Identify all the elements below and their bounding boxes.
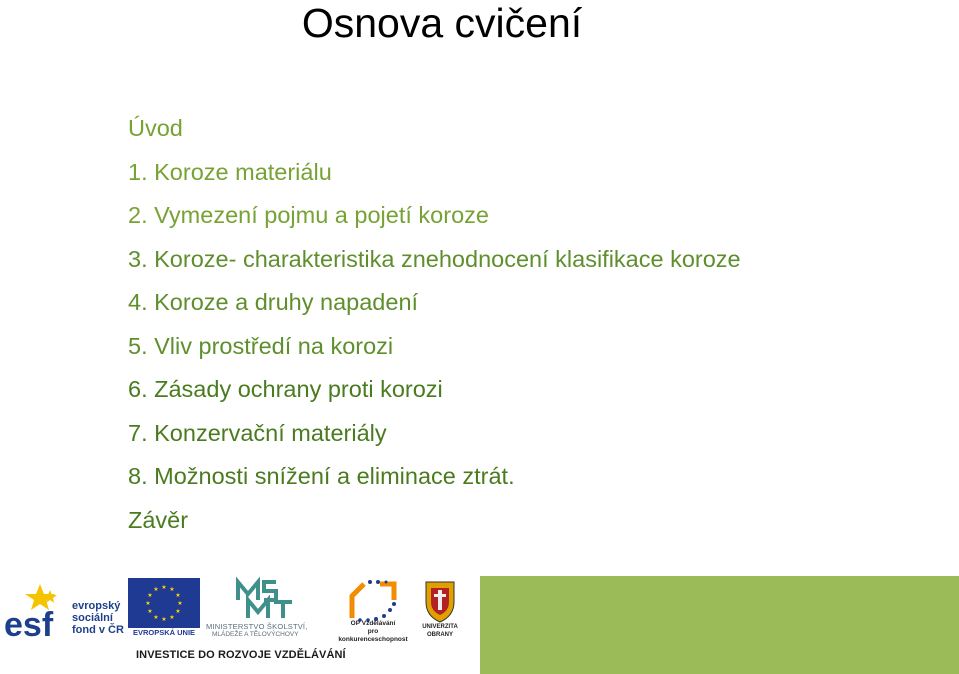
university-caption-line2: OBRANY [426, 632, 453, 638]
svg-text:★: ★ [169, 586, 175, 593]
outline-item-4: 4. Koroze a druhy napadení [128, 289, 419, 315]
outline-item-intro: Úvod [128, 115, 183, 141]
op-caption-line2: pro konkurenceschopnost [338, 628, 408, 643]
green-footer-band [480, 576, 959, 674]
svg-text:★: ★ [153, 586, 159, 593]
eu-flag-icon [128, 578, 200, 628]
esf-caption-line2: sociální [72, 612, 113, 624]
op-caption-line1: OP Vzdělávání [350, 620, 396, 627]
svg-text:★: ★ [153, 614, 159, 621]
svg-text:★: ★ [145, 600, 151, 607]
svg-text:★: ★ [169, 614, 175, 621]
svg-text:★: ★ [175, 608, 181, 615]
outline-item-7: 7. Konzervační materiály [128, 419, 387, 446]
op-logo [340, 578, 410, 624]
svg-text:★: ★ [161, 584, 167, 591]
svg-text:esf: esf [4, 606, 54, 638]
slide-title: Osnova cvičení [301, 0, 583, 46]
outline-item-3: 3. Koroze- charakteristika znehodnocení klasifikace koroze [128, 245, 741, 272]
investice-slogan: INVESTICE DO ROZVOJE VZDĚLÁVÁNÍ [136, 649, 346, 661]
svg-text:★: ★ [177, 600, 183, 607]
svg-text:★: ★ [147, 608, 153, 615]
svg-text:★: ★ [147, 592, 153, 599]
svg-text:★: ★ [175, 592, 181, 599]
outline-item-2: 2. Vymezení pojmu a pojetí koroze [128, 202, 489, 228]
esf-caption-line1: evropský [72, 600, 121, 612]
outline-item-6: 6. Zásady ochrany proti korozi [128, 376, 443, 402]
university-caption-line1: UNIVERZITA [422, 624, 458, 630]
logo-strip [0, 576, 480, 674]
msmt-caption-line2: MLÁDEŽE A TĚLOVÝCHOVY [212, 631, 299, 638]
outline-item-1: 1. Koroze materiálu [128, 158, 332, 185]
university-emblem-icon [420, 578, 460, 624]
outline-list [128, 108, 741, 543]
msmt-caption-line1: MINISTERSTVO ŠKOLSTVÍ, [206, 622, 308, 631]
outline-item-5: 5. Vliv prostředí na korozi [128, 332, 394, 359]
svg-text:★: ★ [161, 616, 167, 623]
outline-item-8: 8. Možnosti snížení a eliminace ztrát. [128, 463, 515, 489]
university-caption [414, 623, 466, 639]
esf-caption [72, 600, 124, 636]
outline-item-conclusion: Závěr [128, 506, 189, 533]
eu-label: EVROPSKÁ UNIE [132, 628, 196, 637]
op-caption [333, 620, 413, 644]
esf-caption-line3: fond v ČR [72, 624, 124, 636]
